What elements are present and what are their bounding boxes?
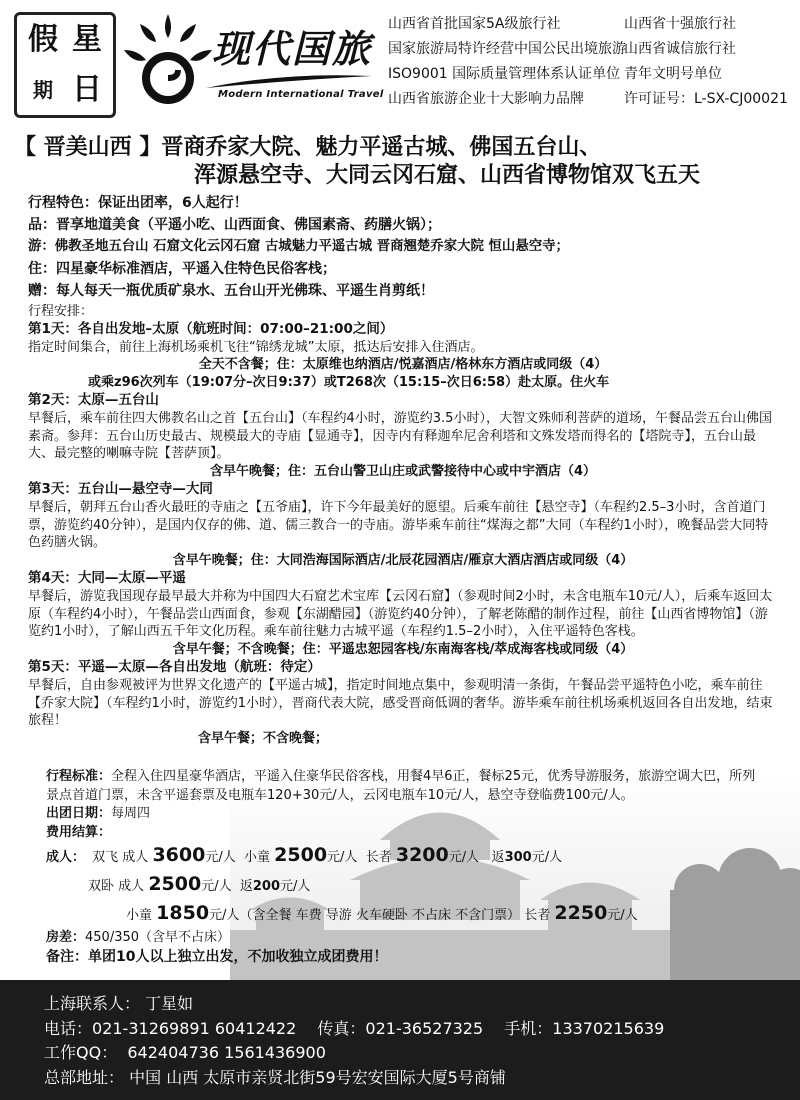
remark: 备注：单团10人以上独立出发，不加收独立成团费用！ <box>46 948 388 965</box>
senior-sleeper-price: 2250 <box>554 902 608 924</box>
feature-line: 游：佛教圣地五台山 石窟文化云冈石窟 古城魅力平遥古城 晋商翘楚乔家大院 恒山悬空寺； <box>28 239 569 254</box>
senior-air-price: 3200 <box>395 844 449 866</box>
brand-english-name: Modern International Travel <box>218 89 384 100</box>
fax-number: 021-36527325 <box>365 1018 484 1038</box>
sun-logo-icon <box>118 10 218 110</box>
credential-row: 山西省旅游企业十大影响力品牌 许可证号：L-SX-CJ00021 <box>388 91 788 107</box>
feature-line: 住：四星豪华标准酒店，平遥入住特色民俗客栈； <box>28 261 336 277</box>
day-2: 第2天：太原—五台山 早餐后，乘车前往四大佛教名山之首【五台山】（车程约4小时，游览约3.5小时），大智文殊师利菩萨的道场，午餐品尝五台山佛国素斋。参拜：五台山历史最古、规模最大的寺庙【显通寺】，因寺内有释迦牟尼舍利塔和文殊发塔而得名的【塔院寺】，五台山最大、最完整的喇嘛寺院【菩萨顶】。 含早午晚餐；住：五台山警卫山庄或武警接待中心或中宇酒店（4） <box>28 391 772 480</box>
tour-title: 【 晋美山西 】晋商乔家大院、魅力平遥古城、佛国五台山、 浑源悬空寺、大同云冈石窟、山西省博物馆双飞五天 <box>14 135 701 188</box>
feature-line: 品：晋享地道美食（平遥小吃、山西面食、佛国素斋、药膳火锅）； <box>28 217 441 233</box>
depart-date: 出团日期：每周四 <box>46 806 151 821</box>
phone-number[interactable]: 021-31269891 60412422 <box>92 1018 297 1038</box>
contact-qq: 工作QQ： 642404736 1561436900 <box>44 1043 326 1062</box>
itinerary-body <box>28 192 778 748</box>
day-3: 第3天：五台山—悬空寺—大同 早餐后，朝拜五台山香火最旺的寺庙之【五爷庙】，许下今年最美好的愿望。后乘车前往【悬空寺】（车程约2.5–3小时，含首道门票，游览约40分钟），是国内仅存的佛、道、儒三教合一的寺庙。游毕乘车前往“煤海之都”大同（车程约1小时），晚餐品尝大同特色药膳火锅。 含早午晚餐；住：大同浩海国际酒店/北辰花园酒店/雁京大酒店酒店或同级（4） <box>28 480 769 569</box>
credential-row: ISO9001 国际质量管理体系认证单位 青年文明号单位 <box>388 66 722 82</box>
standards: 行程标准：全程入住四星豪华酒店，平遥入住豪华民俗客栈，用餐4早6正，餐标25元，优秀导游服务，旅游空调大巴，所列景点首道门票，未含平遥套票及电瓶车120+30元/人，云冈电瓶车10元/人，悬空寺登临费100元/人。 <box>46 769 756 803</box>
price-row-child-sleeper: 小童 1850元/人（含全餐 车费 导游 火车硬卧 不占床 不含门票） 长者 2250元/人 <box>126 902 638 924</box>
logo-seal: 假 星 期 日 <box>14 12 116 118</box>
day-5: 第5天：平遥—太原—各自出发地（航班：待定） 早餐后，自由参观被评为世界文化遗产的【平遥古城】，指定时间地点集中，参观明清一条街，午餐品尝平遥特色小吃，乘车前往【乔家大院】（车程约1小时，游览约1小时），晋商代表大院，感受晋商低调的奢华。游毕乘车前往机场乘机返回各自出发地，结束旅程！ 含早午餐；不含晚餐； <box>28 658 773 747</box>
day-1: 第1天：各自出发地–太原（航班时间：07:00–21:00之间） 指定时间集合，前往上海机场乘机飞往“锦绣龙城”太原，抵达后安排入住酒店。 全天不含餐；住：太原维也纳酒店/悦嘉酒店/格林东方酒店或同级（4） 或乘z96次列车（19:07分–次日9:37）或T268次（15:15–次日6:58）赴太原。住火车 <box>28 320 610 391</box>
contact-person: 上海联系人： 丁星如 <box>44 994 194 1013</box>
contact-info <box>44 992 664 1090</box>
contact-address: 总部地址： 中国 山西 太原市亲贤北街59号宏安国际大厦5号商铺 <box>44 1067 506 1087</box>
price-row-air: 成人： 双飞 成人 3600元/人 小童 2500元/人 长者 3200元/人 返300元/人 <box>46 844 563 866</box>
credentials <box>388 12 798 112</box>
credential-row: 国家旅游局特许经营中国公民出境旅游 山西省诚信旅行社 <box>388 41 736 57</box>
mobile-number[interactable]: 13370215639 <box>552 1018 665 1038</box>
adult-sleeper-price: 2500 <box>148 873 202 895</box>
contact-phones: 电话：021-31269891 60412422 传真：021-36527325 手机：13370215639 <box>44 1018 665 1038</box>
price-table <box>46 842 766 929</box>
day-4: 第4天：大同—太原—平遥 早餐后，游览我国现存最早最大并称为中国四大石窟艺术宝库【云冈石窟】（参观时间2小时，未含电瓶车10元/人），后乘车返回太原（车程约4小时），午餐品尝山西面食，参观【东湖醋园】（游览约40分钟），了解老陈醋的制作过程，前往【山西省博物馆】（游览约1小时），了解山西五千年文化历程。乘车前往魅力古城平遥（车程约1.5–2小时），入住平遥特色客栈。 含早午餐；不含晚餐；住：平遥忠恕园客栈/东南海客栈/萃成海客栈或同级（4） <box>28 569 773 658</box>
price-row-sleeper: 双卧 成人 2500元/人 返200元/人 <box>88 873 311 895</box>
feature-line: 行程特色：保证出团率，6人起行！ <box>28 195 248 211</box>
room-difference: 房差：450/350（含早不占床） <box>46 930 231 945</box>
cost-heading: 费用结算： <box>46 824 112 840</box>
adult-air-price: 3600 <box>152 844 206 866</box>
child-sleeper-price: 1850 <box>156 902 210 924</box>
itinerary-heading: 行程安排： <box>28 304 94 319</box>
credential-row: 山西省首批国家5A级旅行社 山西省十强旅行社 <box>388 16 736 32</box>
contact-footer <box>0 980 800 1100</box>
header <box>0 0 800 128</box>
child-air-price: 2500 <box>274 844 328 866</box>
brand-name: 现代国旅 <box>212 26 373 71</box>
feature-line: 赠：每人每天一瓶优质矿泉水、五台山开光佛珠、平遥生肖剪纸！ <box>28 283 434 299</box>
price-section <box>46 768 766 966</box>
